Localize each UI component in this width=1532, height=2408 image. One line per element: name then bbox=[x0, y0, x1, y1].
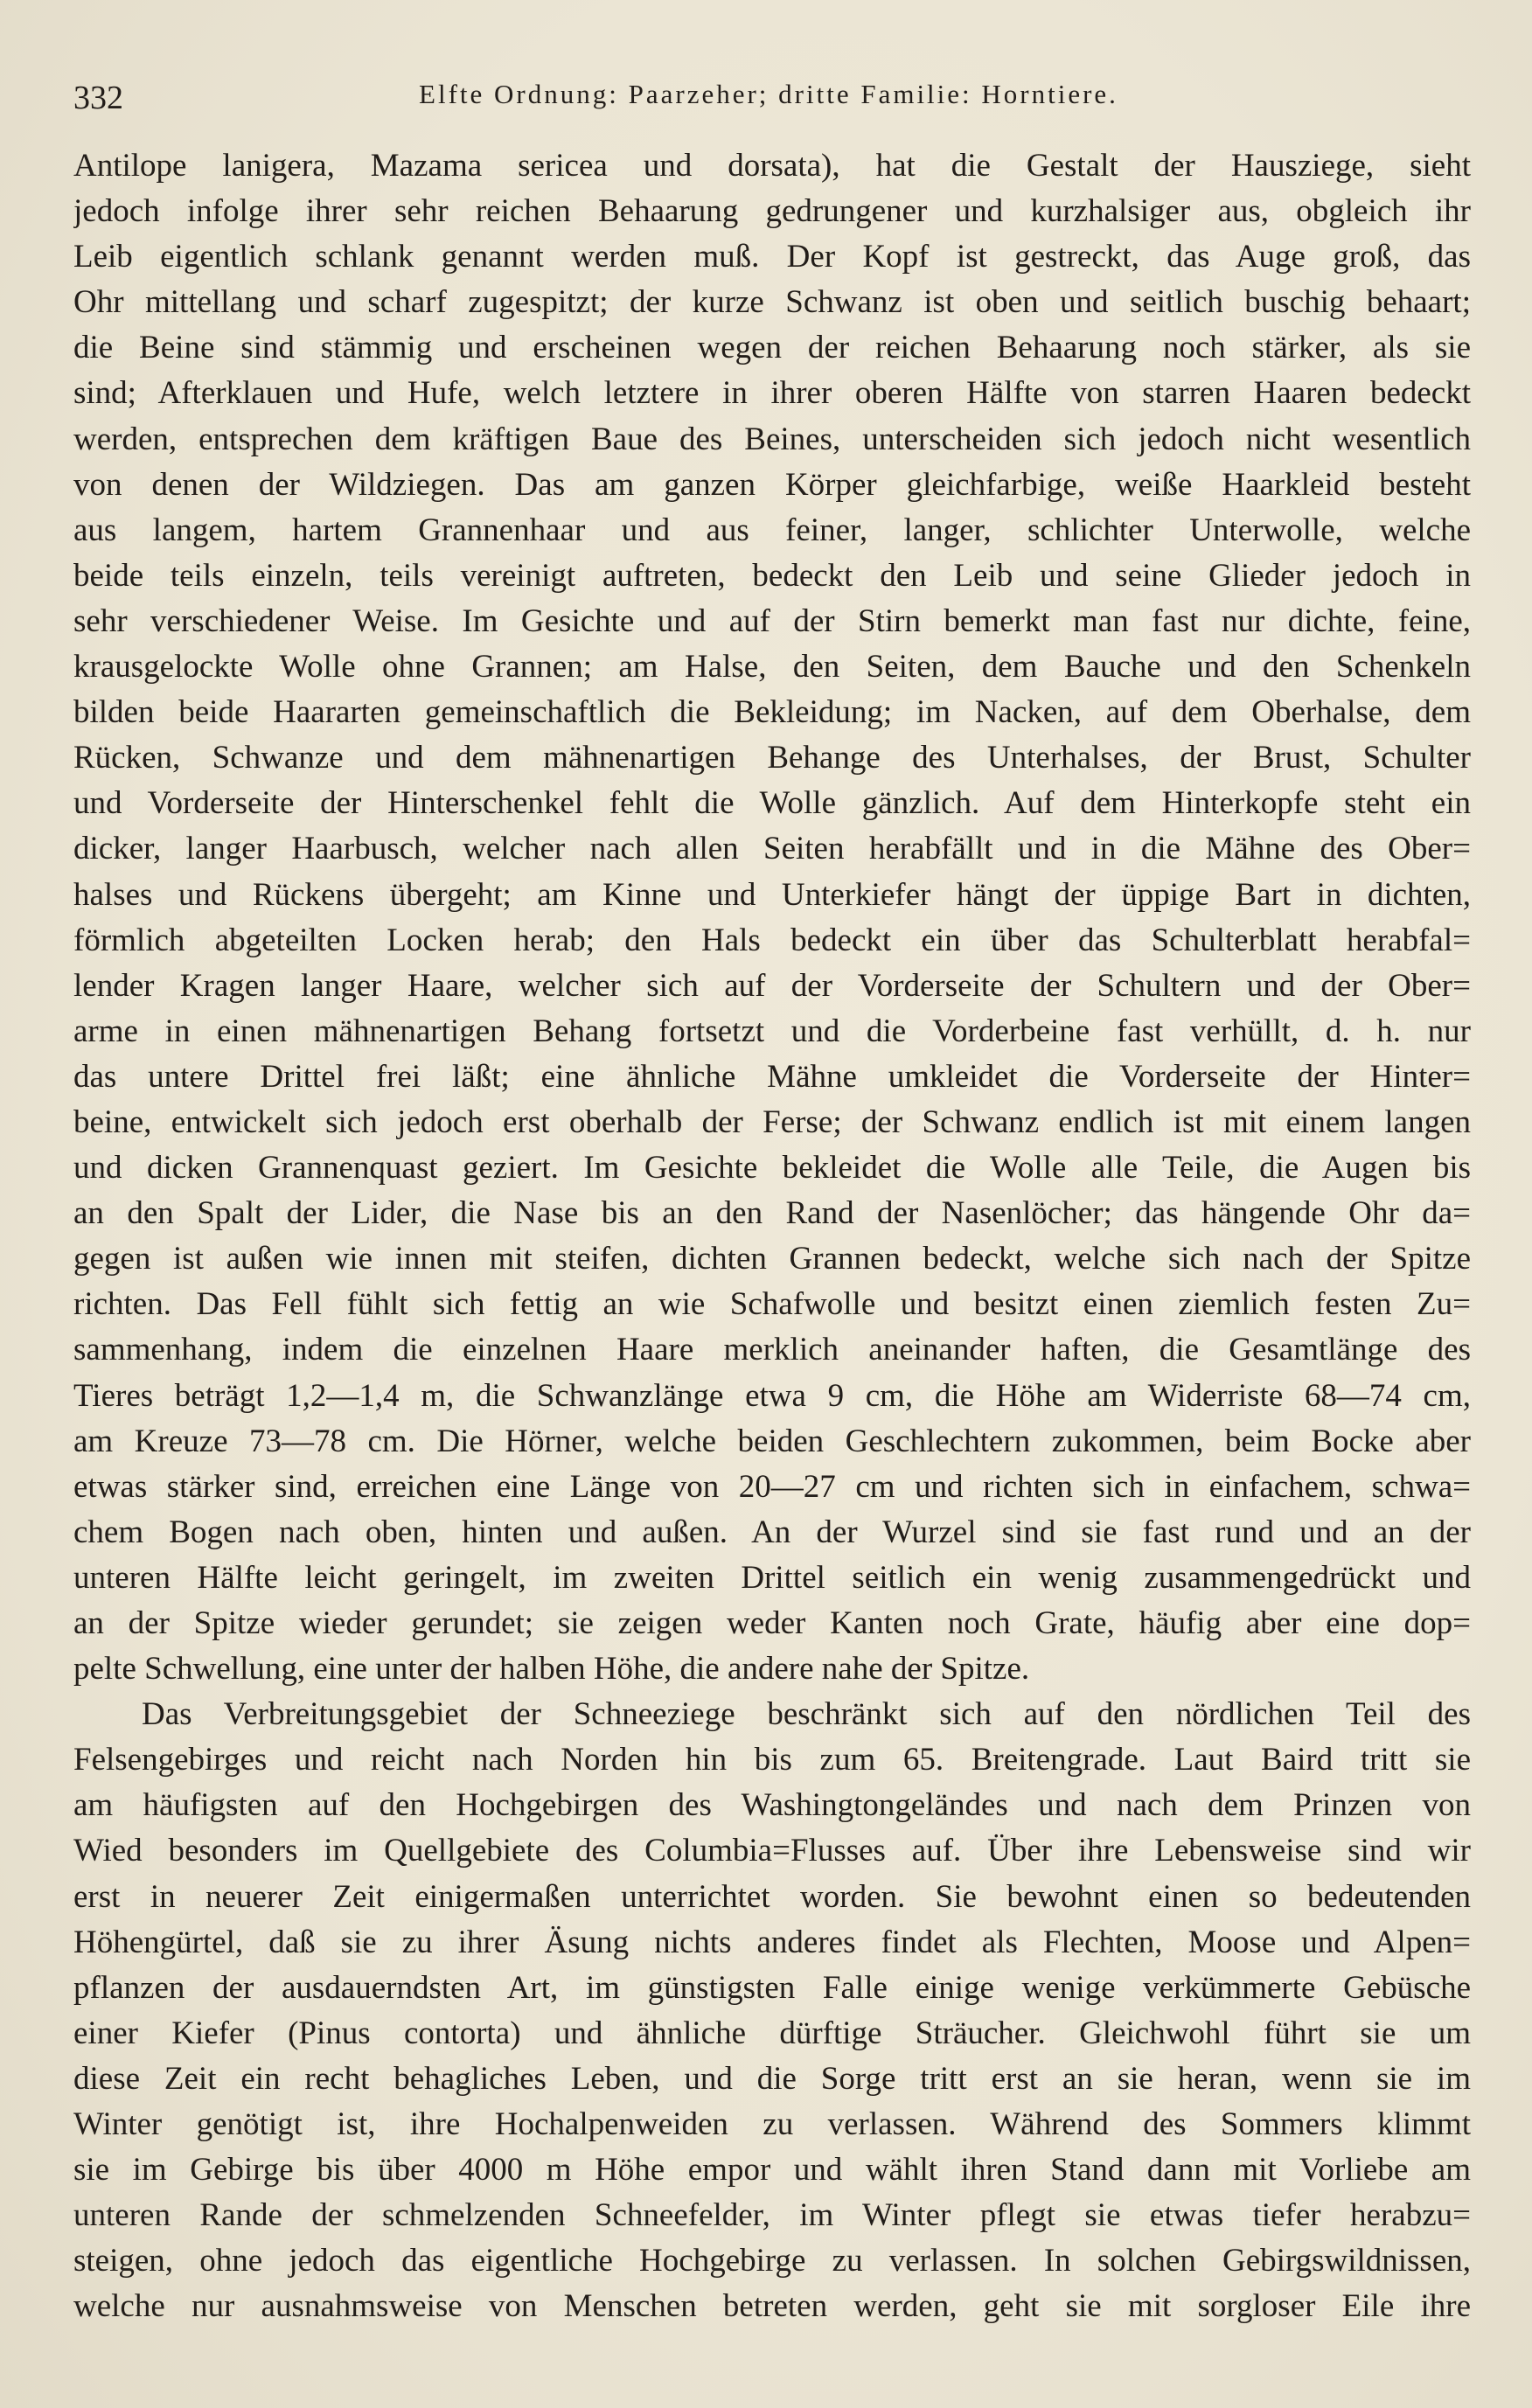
text-line: sind; Afterklauen und Hufe, welch letztere in ihrer oberen Hälfte von starren Haaren bedeckt bbox=[73, 375, 1471, 412]
text-line: pelte Schwellung, eine unter der halben Höhe, die andere nahe der Spitze. bbox=[73, 1651, 1030, 1688]
text-line: Antilope lanigera, Mazama sericea und dorsata), hat die Gestalt der Hausziege, sieht bbox=[73, 148, 1471, 184]
text-line: richten. Das Fell fühlt sich fettig an wie Schafwolle und besitzt einen ziemlich festen Zu= bbox=[73, 1286, 1471, 1323]
text-line: Ohr mittellang und scharf zugespitzt; der kurze Schwanz ist oben und seitlich buschig behaart; bbox=[73, 284, 1471, 321]
text-line: Tieres beträgt 1,2—1,4 m, die Schwanzlänge etwa 9 cm, die Höhe am Widerriste 68—74 cm, bbox=[73, 1377, 1471, 1414]
text-line: sammenhang, indem die einzelnen Haare merklich aneinander haften, die Gesamtlänge des bbox=[73, 1332, 1471, 1368]
text-line: unteren Rande der schmelzenden Schneefelder, im Winter pflegt sie etwas tiefer herabzu= bbox=[73, 2197, 1471, 2234]
text-line: am häufigsten auf den Hochgebirgen des Washingtongeländes und nach dem Prinzen von bbox=[73, 1787, 1471, 1824]
text-line: diese Zeit ein recht behagliches Leben, und die Sorge tritt erst an sie heran, wenn sie im bbox=[73, 2060, 1471, 2097]
text-line: unteren Hälfte leicht geringelt, im zweiten Drittel seitlich ein wenig zusammengedrückt und bbox=[73, 1559, 1471, 1596]
text-line: das untere Drittel frei läßt; eine ähnliche Mähne umkleidet die Vorderseite der Hinter= bbox=[73, 1058, 1471, 1095]
text-line: am Kreuze 73—78 cm. Die Hörner, welche beiden Geschlechtern zukommen, beim Bocke aber bbox=[73, 1423, 1471, 1459]
text-line: sie im Gebirge bis über 4000 m Höhe empor und wählt ihren Stand dann mit Vorliebe am bbox=[73, 2152, 1471, 2189]
text-line: von denen der Wildziegen. Das am ganzen Körper gleichfarbige, weiße Haarkleid besteht bbox=[73, 466, 1471, 503]
text-line: beine, entwickelt sich jedoch erst oberhalb der Ferse; der Schwanz endlich ist mit einem langen bbox=[73, 1103, 1471, 1140]
text-line: die Beine sind stämmig und erscheinen wegen der reichen Behaarung noch stärker, als sie bbox=[73, 330, 1471, 366]
text-line: an der Spitze wieder gerundet; sie zeigen weder Kanten noch Grate, häufig aber eine dop= bbox=[73, 1605, 1471, 1641]
text-line: und Vorderseite der Hinterschenkel fehlt die Wolle gänzlich. Auf dem Hinterkopfe steht ein bbox=[73, 785, 1471, 822]
text-line: aus langem, hartem Grannenhaar und aus feiner, langer, schlichter Unterwolle, welche bbox=[73, 512, 1471, 548]
text-line: Wied besonders im Quellgebiete des Columbia=Flusses auf. Über ihre Lebensweise sind wir bbox=[73, 1833, 1471, 1869]
text-line: bilden beide Haararten gemeinschaftlich die Bekleidung; im Nacken, auf dem Oberhalse, dem bbox=[73, 694, 1471, 731]
text-line: steigen, ohne jedoch das eigentliche Hochgebirge zu verlassen. In solchen Gebirgswildnissen, bbox=[73, 2243, 1471, 2279]
text-line: Felsengebirges und reicht nach Norden hin bis zum 65. Breitengrade. Laut Baird tritt sie bbox=[73, 1742, 1471, 1778]
text-line: Höhengürtel, daß sie zu ihrer Äsung nichts anderes findet als Flechten, Moose und Alpen= bbox=[73, 1924, 1471, 1960]
text-line: pflanzen der ausdauerndsten Art, im günstigsten Falle einige wenige verkümmerte Gebüsche bbox=[73, 1969, 1471, 2006]
text-line: Winter genötigt ist, ihre Hochalpenweiden zu verlassen. Während des Sommers klimmt bbox=[73, 2106, 1471, 2143]
paragraph bbox=[73, 143, 1471, 1692]
text-line: förmlich abgeteilten Locken herab; den Hals bedeckt ein über das Schulterblatt herabfal= bbox=[73, 922, 1471, 958]
body-text bbox=[73, 143, 1471, 2330]
page-number: 332 bbox=[73, 80, 123, 116]
text-line: sehr verschiedener Weise. Im Gesichte und auf der Stirn bemerkt man fast nur dichte, feine, bbox=[73, 602, 1471, 639]
text-line: an den Spalt der Lider, die Nase bis an den Rand der Nasenlöcher; das hängende Ohr da= bbox=[73, 1195, 1471, 1232]
text-line: und dicken Grannenquast geziert. Im Gesichte bekleidet die Wolle alle Teile, die Augen bis bbox=[73, 1150, 1471, 1187]
text-line: dicker, langer Haarbusch, welcher nach allen Seiten herabfällt und in die Mähne des Ober= bbox=[73, 831, 1471, 867]
text-line: chem Bogen nach oben, hinten und außen. An der Wurzel sind sie fast rund und an der bbox=[73, 1514, 1471, 1550]
paragraph bbox=[73, 1692, 1471, 2329]
text-line: jedoch infolge ihrer sehr reichen Behaarung gedrungener und kurzhalsiger aus, obgleich ihr bbox=[73, 193, 1471, 230]
text-line: gegen ist außen wie innen mit steifen, dichten Grannen bedeckt, welche sich nach der Spitze bbox=[73, 1241, 1471, 1277]
text-line: etwas stärker sind, erreichen eine Länge von 20—27 cm und richten sich in einfachem, schwa= bbox=[73, 1468, 1471, 1505]
text-line: Leib eigentlich schlank genannt werden muß. Der Kopf ist gestreckt, das Auge groß, das bbox=[73, 239, 1471, 275]
text-line: lender Kragen langer Haare, welcher sich auf der Vorderseite der Schultern und der Ober= bbox=[73, 967, 1471, 1004]
text-line: erst in neuerer Zeit einigermaßen unterrichtet worden. Sie bewohnt einen so bedeutenden bbox=[73, 1878, 1471, 1915]
text-line: Rücken, Schwanze und dem mähnenartigen Behange des Unterhalses, der Brust, Schulter bbox=[73, 740, 1471, 776]
text-line: einer Kiefer (Pinus contorta) und ähnliche dürftige Sträucher. Gleichwohl führt sie um bbox=[73, 2015, 1471, 2051]
text-line: krausgelockte Wolle ohne Grannen; am Halse, den Seiten, dem Bauche und den Schenkeln bbox=[73, 649, 1471, 686]
running-header bbox=[73, 73, 1471, 119]
text-line: beide teils einzeln, teils vereinigt auftreten, bedeckt den Leib und seine Glieder jedoch in bbox=[73, 557, 1471, 594]
text-line: werden, entsprechen dem kräftigen Baue des Beines, unterscheiden sich jedoch nicht wesentlich bbox=[73, 421, 1471, 457]
text-line: arme in einen mähnenartigen Behang fortsetzt und die Vorderbeine fast verhüllt, d. h. nur bbox=[73, 1013, 1471, 1049]
text-line: Das Verbreitungsgebiet der Schneeziege beschränkt sich auf den nördlichen Teil des bbox=[142, 1696, 1471, 1733]
running-title: Elfte Ordnung: Paarzeher; dritte Familie: Horntiere. bbox=[419, 79, 1118, 109]
text-line: halses und Rückens übergeht; am Kinne und Unterkiefer hängt der üppige Bart in dichten, bbox=[73, 876, 1471, 913]
text-line: welche nur ausnahmsweise von Menschen betreten werden, geht sie mit sorgloser Eile ihre bbox=[73, 2288, 1471, 2325]
